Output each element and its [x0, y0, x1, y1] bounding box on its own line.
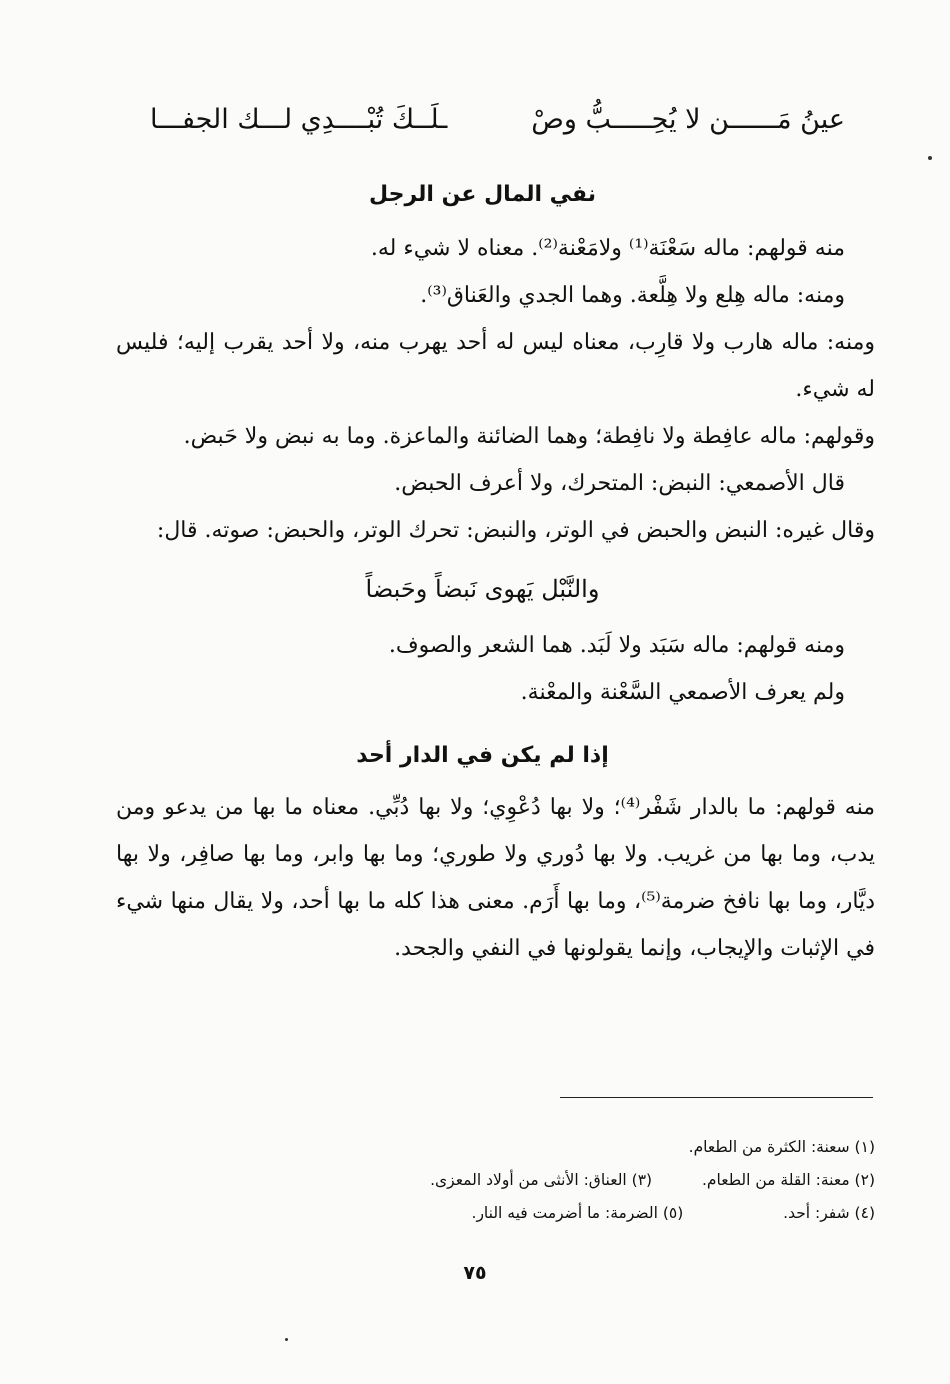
footnote-row	[115, 1164, 875, 1197]
poem-verse-top	[120, 95, 845, 145]
paragraph: قال الأصمعي: النبض: المتحرك، ولا أعرف الحبض.	[394, 471, 845, 496]
page-body	[116, 95, 875, 972]
paragraph: وقال غيره: النبض والحبض في الوتر، والنبض: تحرك الوتر، والحبض: صوته. قال:	[156, 518, 875, 543]
poem-verse-center: والنَّبْل يَهوى نَبضاً وحَبضاً	[365, 575, 600, 603]
scan-speck	[928, 156, 932, 160]
footnotes	[115, 1131, 875, 1230]
footnote-divider	[560, 1097, 873, 1098]
section-heading-wealth: نفي المال عن الرجل	[368, 182, 597, 207]
verse-hemistich-right: عينُ مَــــــن لا يُحِـــــبُّ وصْ	[531, 104, 845, 135]
paragraph: وقولهم: ماله عافِطة ولا نافِطة؛ وهما الضائنة والماعزة. وما به نبض ولا حَبض.	[183, 424, 875, 449]
footnote: (٣) العناق: الأنثى من أولاد المعزى.	[430, 1171, 653, 1189]
paragraph: منه قولهم: ما بالدار شَفْر⁽⁴⁾؛ ولا بها دُعْوِي؛ ولا بها دُبِّي. معناه ما بها من يدعو ومن يدب، وما بها من غريب. ولا بها دُوري ولا طوري؛ وما بها وابر، وما بها صافِر، ولا بها ديَّار، وما بها نافخ ضرمة⁽⁵⁾، وما بها أَرَم. معنى هذا كله ما بها أحد، ولا يقال منها شيء في الإثبات والإيجاب، وإنما يقولونها في النفي والجحد.	[116, 795, 875, 961]
paragraph: منه قولهم: ماله سَعْنَة⁽¹⁾ ولامَعْنة⁽²⁾. معناه لا شيء له.	[370, 236, 845, 261]
paragraph: ومنه قولهم: ماله سَبَد ولا لَبَد. هما الشعر والصوف.	[388, 633, 845, 658]
footnote-row	[115, 1197, 875, 1230]
paragraph: ومنه: ماله هِلع ولا هِلَّعة. وهما الجدي والعَناق⁽³⁾.	[420, 283, 845, 308]
page-number: ٧٥	[463, 1262, 487, 1284]
footnote: (١) سعنة: الكثرة من الطعام.	[688, 1138, 875, 1156]
footnote: (٢) معنة: القلة من الطعام.	[701, 1171, 875, 1189]
paragraph: ومنه: ماله هارب ولا قارِب، معناه ليس له أحد يهرب منه، ولا أحد يقرب إليه؛ فليس له شيء.	[116, 330, 875, 402]
footnote: (٤) شفر: أحد.	[783, 1204, 875, 1222]
section-heading-empty-house: إذا لم يكن في الدار أحد	[356, 743, 609, 768]
scan-speck	[285, 1338, 288, 1341]
verse-hemistich-left: ـلَــكَ تُبْــــدِي لـــك الجفـــا	[150, 104, 448, 135]
paragraph: ولم يعرف الأصمعي السَّعْنة والمعْنة.	[520, 680, 845, 705]
footnote-row	[115, 1131, 875, 1164]
footnote: (٥) الضرمة: ما أضرمت فيه النار.	[471, 1204, 684, 1222]
